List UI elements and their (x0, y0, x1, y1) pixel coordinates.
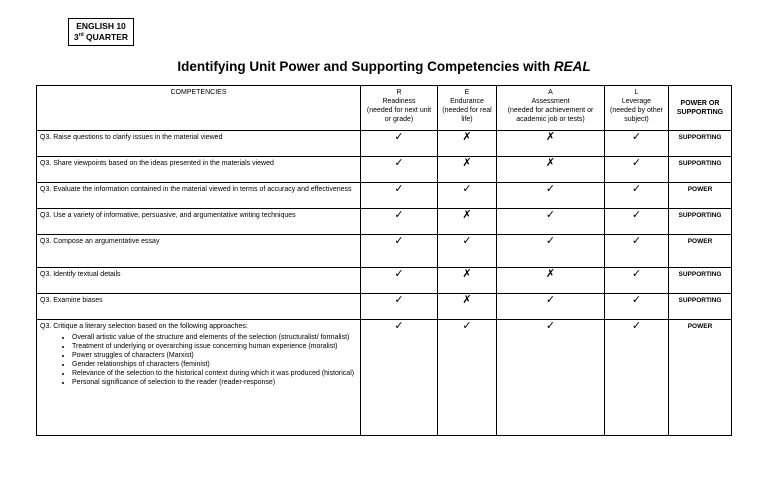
subject-label: ENGLISH 10 (76, 21, 126, 31)
classification-value: SUPPORTING (669, 157, 732, 183)
table-row (37, 268, 732, 294)
endurance-mark: ✗ (438, 209, 497, 235)
assessment-header (497, 86, 605, 131)
endurance-mark: ✗ (438, 294, 497, 320)
approaches-list (40, 333, 357, 387)
approach-item: • Overall artistic value of the structure and elements of the selection (structuralist/ formalist) (72, 333, 357, 342)
table-row (37, 157, 732, 183)
approach-item: • Gender relationships of characters (feminist) (72, 360, 357, 369)
assessment-mark: ✗ (497, 268, 605, 294)
leverage-header (605, 86, 669, 131)
endurance-mark: ✓ (438, 320, 497, 436)
quarter-suffix: rd (78, 32, 84, 39)
leverage-mark: ✓ (605, 320, 669, 436)
endurance-mark: ✓ (438, 235, 497, 268)
readiness-mark: ✓ (361, 183, 438, 209)
competency-text-with-approaches (37, 320, 361, 436)
classification-value: SUPPORTING (669, 209, 732, 235)
leverage-letter: L (634, 89, 639, 96)
classification-header: POWER OR SUPPORTING (669, 86, 732, 131)
quarter-label (69, 32, 133, 43)
competency-text: Q3. Critique a literary selection based on the following approaches: (40, 323, 248, 330)
assessment-mark: ✗ (497, 157, 605, 183)
assessment-mark: ✓ (497, 235, 605, 268)
table-row (37, 183, 732, 209)
table-row (37, 294, 732, 320)
assessment-mark: ✓ (497, 183, 605, 209)
competency-text: Q3. Evaluate the information contained in the material viewed in terms of accuracy and effectiveness (37, 183, 361, 209)
leverage-name: Leverage (621, 98, 652, 105)
classification-value: SUPPORTING (669, 294, 732, 320)
endurance-header (438, 86, 497, 131)
competency-text: Q3. Use a variety of informative, persuasive, and argumentative writing techniques (37, 209, 361, 235)
endurance-letter: E (464, 89, 470, 96)
readiness-desc: (needed for next unit or grade) (366, 107, 432, 123)
assessment-name: Assessment (531, 98, 570, 105)
leverage-mark: ✓ (605, 209, 669, 235)
quarter-number: 3 (73, 32, 79, 42)
title-main: Identifying Unit Power and Supporting Competencies with (177, 59, 554, 74)
readiness-mark: ✓ (361, 320, 438, 436)
competency-text: Q3. Compose an argumentative essay (37, 235, 361, 268)
table-row (37, 209, 732, 235)
endurance-mark: ✗ (438, 131, 497, 157)
readiness-mark: ✓ (361, 157, 438, 183)
classification-value: POWER (669, 320, 732, 436)
assessment-mark: ✓ (497, 320, 605, 436)
quarter-word: QUARTER (86, 32, 129, 42)
readiness-header (361, 86, 438, 131)
leverage-mark: ✓ (605, 157, 669, 183)
table-row (37, 320, 732, 436)
endurance-mark: ✓ (438, 183, 497, 209)
assessment-mark: ✗ (497, 131, 605, 157)
classification-value: SUPPORTING (669, 131, 732, 157)
leverage-mark: ✓ (605, 131, 669, 157)
header-row (37, 86, 732, 131)
competency-text: Q3. Examine biases (37, 294, 361, 320)
endurance-desc: (needed for real life) (442, 107, 492, 123)
approach-item: • Treatment of underlying or overarching issue concerning human experience (moralist) (72, 342, 357, 351)
readiness-mark: ✓ (361, 209, 438, 235)
readiness-name: Readiness (382, 98, 416, 105)
classification-value: SUPPORTING (669, 268, 732, 294)
endurance-mark: ✗ (438, 157, 497, 183)
approach-item: • Power struggles of characters (Marxist) (72, 351, 357, 360)
approach-item: • Relevance of the selection to the historical context during which it was produced (historical) (72, 369, 357, 378)
page-title (0, 59, 768, 74)
course-label-box (68, 18, 134, 46)
competency-text: Q3. Identify textual details (37, 268, 361, 294)
competency-text: Q3. Share viewpoints based on the ideas presented in the materials viewed (37, 157, 361, 183)
title-italic: REAL (553, 59, 591, 74)
table-row (37, 131, 732, 157)
readiness-mark: ✓ (361, 268, 438, 294)
leverage-desc: (needed by other subject) (610, 107, 663, 123)
leverage-mark: ✓ (605, 235, 669, 268)
endurance-mark: ✗ (438, 268, 497, 294)
assessment-mark: ✓ (497, 294, 605, 320)
leverage-mark: ✓ (605, 268, 669, 294)
readiness-letter: R (396, 89, 402, 96)
assessment-desc: (needed for achievement or academic job or tests) (507, 107, 594, 123)
competency-table (36, 85, 732, 436)
table-row (37, 235, 732, 268)
readiness-mark: ✓ (361, 294, 438, 320)
assessment-mark: ✓ (497, 209, 605, 235)
classification-value: POWER (669, 183, 732, 209)
classification-value: POWER (669, 235, 732, 268)
readiness-mark: ✓ (361, 235, 438, 268)
leverage-mark: ✓ (605, 183, 669, 209)
approach-item: • Personal significance of selection to the reader (reader-response) (72, 378, 357, 387)
endurance-name: Endurance (450, 98, 484, 105)
competency-text: Q3. Raise questions to clarify issues in the material viewed (37, 131, 361, 157)
assessment-letter: A (548, 89, 553, 96)
competencies-header: COMPETENCIES (37, 86, 361, 131)
readiness-mark: ✓ (361, 131, 438, 157)
leverage-mark: ✓ (605, 294, 669, 320)
